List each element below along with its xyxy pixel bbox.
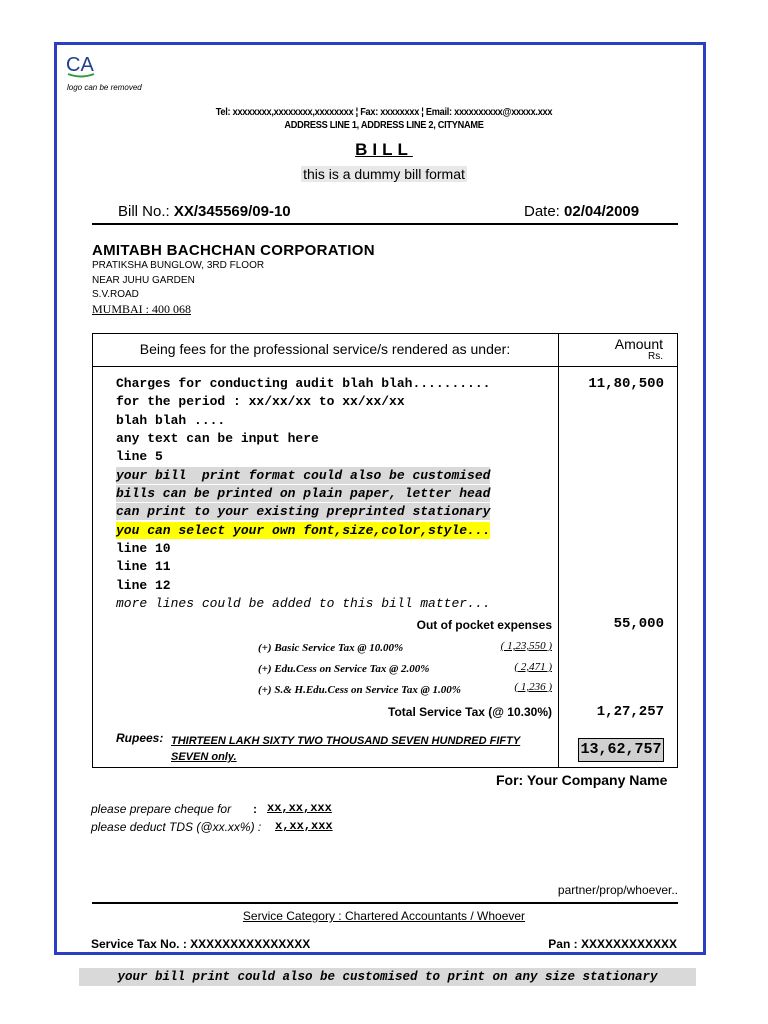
client-address-line: S.V.ROAD: [92, 289, 139, 300]
rupees-label: Rupees:: [116, 731, 164, 745]
description-header: Being fees for the professional service/s rendered as under:: [139, 341, 511, 357]
bill-line: Charges for conducting audit blah blah..........: [116, 376, 491, 391]
bill-line: line 10: [116, 541, 171, 556]
cheque-value: xx,xx,xxx: [267, 801, 332, 815]
client-address-line: NEAR JUHU GARDEN: [92, 275, 195, 286]
client-city: MUMBAI : 400 068: [92, 302, 192, 316]
total-service-tax-amount: 1,27,257: [596, 704, 664, 720]
bill-line: can print to your existing preprinted stationary: [116, 504, 491, 519]
tax-label: (+) Edu.Cess on Service Tax @ 2.00%: [258, 663, 430, 675]
bill-line: line 11: [116, 559, 171, 574]
main-amount: 11,80,500: [588, 376, 664, 392]
bill-line: your bill print format could also be customised: [116, 468, 491, 483]
signatory: partner/prop/whoever..: [557, 883, 678, 897]
bill-date: [524, 203, 639, 220]
bill-title: BILL: [355, 140, 413, 159]
logo-note: logo can be removed: [67, 83, 142, 92]
service-category: Service Category : Chartered Accountants / Whoever: [242, 909, 526, 923]
bill-number-label: Bill No.:: [118, 203, 170, 220]
bill-date-value: 02/04/2009: [564, 203, 640, 220]
tax-value: ( 1,23,550 ): [500, 640, 552, 652]
address-line: ADDRESS LINE 1, ADDRESS LINE 2, CITYNAME: [284, 120, 484, 131]
tax-label: (+) S.& H.Edu.Cess on Service Tax @ 1.00%: [258, 684, 461, 696]
divider: [92, 223, 678, 225]
service-tax-number: Service Tax No. : XXXXXXXXXXXXXXX: [91, 937, 311, 951]
bill-number-value: XX/345569/09-10: [173, 203, 291, 220]
table-header-divider: [92, 366, 678, 367]
bill-line: any text can be input here: [116, 431, 319, 446]
amount-in-words: THIRTEEN LAKH SIXTY TWO THOUSAND SEVEN HUNDRED FIFTY SEVEN only.: [171, 735, 521, 763]
out-of-pocket-amount: 55,000: [613, 616, 664, 632]
ca-logo-icon: [64, 50, 98, 80]
bill-line: line 5: [116, 449, 163, 464]
tax-label: (+) Basic Service Tax @ 10.00%: [258, 642, 404, 654]
amount-unit: Rs.: [648, 351, 663, 362]
out-of-pocket-label: Out of pocket expenses: [416, 618, 552, 632]
tax-value: ( 1,236 ): [514, 681, 552, 693]
bill-number: [118, 203, 291, 220]
tax-value: ( 2,471 ): [514, 661, 552, 673]
amount-header: Amount: [614, 336, 663, 352]
table-column-divider: [558, 333, 559, 768]
svg-text:CA: CA: [66, 54, 94, 76]
bill-date-label: Date:: [524, 203, 560, 220]
for-company: For: Your Company Name: [496, 772, 668, 788]
grand-total: 13,62,757: [578, 738, 664, 762]
bill-line: more lines could be added to this bill matter...: [116, 596, 491, 611]
pan-number: Pan : XXXXXXXXXXXX: [548, 937, 677, 951]
bill-subtitle: this is a dummy bill format: [303, 166, 465, 182]
cheque-label: please prepare cheque for: [91, 802, 232, 816]
bill-line: line 12: [116, 578, 171, 593]
bill-line: for the period : xx/xx/xx to xx/xx/xx: [116, 394, 405, 409]
footer-note: your bill print could also be customised to print on any size stationary: [79, 968, 696, 986]
bill-line: blah blah ....: [116, 413, 226, 428]
bill-line: bills can be printed on plain paper, letter head: [116, 486, 491, 501]
cheque-colon: :: [253, 802, 257, 816]
tds-value: x,xx,xxx: [275, 819, 333, 833]
client-name: AMITABH BACHCHAN CORPORATION: [92, 242, 375, 259]
bill-line: you can select your own font,size,color,style...: [116, 523, 491, 538]
tds-label: please deduct TDS (@xx.xx%) :: [91, 820, 262, 834]
divider: [92, 902, 678, 904]
client-address-line: PRATIKSHA BUNGLOW, 3RD FLOOR: [92, 260, 265, 271]
contact-line: Tel: xxxxxxxx,xxxxxxxx,xxxxxxxx ¦ Fax: xxxxxxxx ¦ Email: xxxxxxxxxx@xxxxx.xxx: [215, 107, 553, 118]
total-service-tax-label: Total Service Tax (@ 10.30%): [388, 705, 552, 719]
